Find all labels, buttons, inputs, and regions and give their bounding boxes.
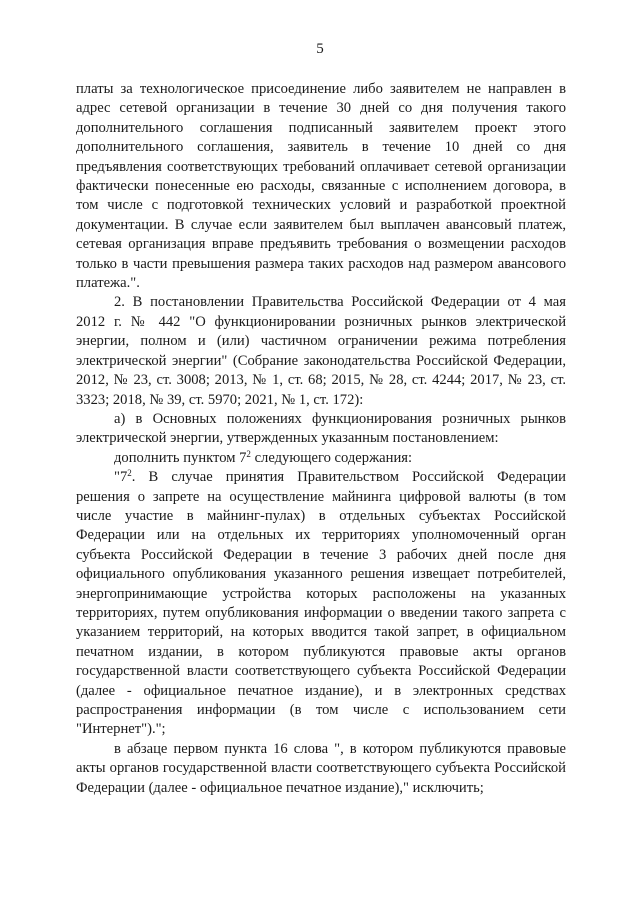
page-number: 5 xyxy=(316,41,324,57)
paragraph-continuation: платы за технологическое присоединение либо заявителем не направлен в адрес сетевой организации в течение 30 дней со дня получения такого дополнительного соглашения подписанный заявителем проект этого дополнительного соглашения, заявитель в течение 10 дней со дня предъявления соответствующих требований оплачивает сетевой организации фактически понесенные ею расходы, связанные с исполнением договора, в том числе с подготовкой технических условий и разработкой проектной документации. В случае если заявителем был выплачен авансовый платеж, сетевая организация вправе предъявить требования о возмещении расходов только в части превышения размера таких расходов над размером авансового платежа.". xyxy=(76,81,566,292)
add-point-text: дополнить пунктом 7 xyxy=(114,449,247,466)
paragraph-subitem-a: а) в Основных положениях функционирования розничных рынков электрической энергии, утвержденных указанным постановлением: xyxy=(76,410,566,447)
point-text: . В случае принятия Правительством Российской Федерации решения о запрете на осуществление майнинга цифровой валюты (в том числе участие в майнинг-пулах) в отдельных субъектах Российской Федерации или на отдельных их территориях уполномоченный орган субъекта Российской Федерации в течение 3 рабочих дней после дня официального опубликования указанного решения извещает потребителей, энергопринимающие устройства которых расположены на указанных территориях, путем опубликования информации о введении такого запрета с указанием территорий, на которых вводится такой запрет, в официальном печатном издании, в котором публикуются правовые акты органов государственной власти соответствующего субъекта Российской Федерации (далее - официальное печатное издание), и в электронных средствах распространения информации (в том числе с использованием сети "Интернет")."; xyxy=(76,469,566,738)
paragraph-item-2: 2. В постановлении Правительства Российской Федерации от 4 мая 2012 г. № 442 "О функционировании розничных рынков электрической энергии, полном и (или) частичном ограничении режима потребления электрической энергии" (Собрание законодательства Российской Федерации, 2012, № 23, ст. 3008; 2013, № 1, ст. 68; 2015, № 28, ст. 4244; 2017, № 23, ст. 3323; 2018, № 39, ст. 5970; 2021, № 1, ст. 172): xyxy=(76,294,566,408)
add-point-text-end: следующего содержания: xyxy=(250,449,413,466)
paragraph-add-point xyxy=(76,449,566,468)
paragraph-item-16: в абзаце первом пункта 16 слова ", в котором публикуются правовые акты органов государственной власти соответствующего субъекта Российской Федерации (далее - официальное печатное издание)," исключить; xyxy=(76,740,566,796)
point-number-superscript: 2 xyxy=(127,468,132,479)
add-point-superscript: 2 xyxy=(246,448,251,459)
document-body xyxy=(76,80,566,798)
point-number: "7 xyxy=(114,469,128,486)
paragraph-point-7-2 xyxy=(76,468,566,740)
